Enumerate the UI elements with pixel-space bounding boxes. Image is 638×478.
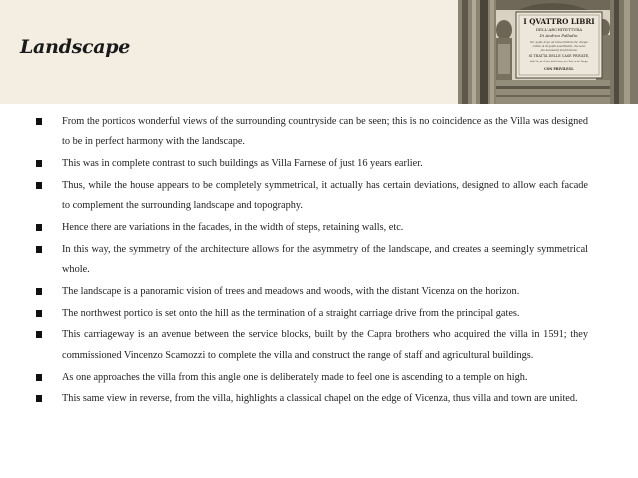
square-bullet-icon	[36, 288, 42, 295]
list-item: From the porticos wonderful views of the surrounding countryside can be seen; this is no coincidence as the Villa was designed to be in perfect harmony with the landscape.	[36, 112, 588, 153]
frontispiece-line-4: Ne' quali, dopo un breve trattato de' cinque	[530, 41, 588, 44]
frontispiece-line-3: Di Andrea Palladio.	[539, 33, 579, 38]
list-item: As one approaches the villa from this angle one is deliberately made to feel one is ascending to a temple on high.	[36, 368, 588, 388]
frontispiece-line-8: delle Vie, de i Ponti, delle Piazze, de i Xisti, et de' Tempij.	[529, 61, 589, 63]
list-item: This same view in reverse, from the villa, highlights a classical chapel on the edge of Vicenza, thus villa and town are united.	[36, 389, 588, 409]
frontispiece-line-5: ordini, & di quelli auertimenti, che sono	[532, 45, 586, 48]
list-item: This was in complete contrast to such buildings as Villa Farnese of just 16 years earlier.	[36, 154, 588, 174]
list-item: Thus, while the house appears to be completely symmetrical, it actually has certain deviations, designed to allow each facade to complement the surrounding landscape and topography.	[36, 176, 588, 217]
square-bullet-icon	[36, 224, 42, 231]
frontispiece-line-7: SI TRATTA DELLE CASE PRIVATE,	[528, 54, 590, 58]
square-bullet-icon	[36, 160, 42, 167]
square-bullet-icon	[36, 246, 42, 253]
list-item: The landscape is a panoramic vision of trees and meadows and woods, with the distant Vicenza on the horizon.	[36, 282, 588, 302]
book-frontispiece-image	[458, 0, 638, 104]
frontispiece-line-1: I QVATTRO LIBRI	[523, 17, 595, 26]
list-item: The northwest portico is set onto the hill as the termination of a straight carriage drive from the principal gates.	[36, 304, 588, 324]
list-item: In this way, the symmetry of the architecture allows for the asymmetry of the landscape, and creates a seemingly symmetrical whole.	[36, 240, 588, 281]
frontispiece-line-9: CON PRIVILEGI.	[544, 67, 574, 71]
list-item: Hence there are variations in the facades, in the width of steps, retaining walls, etc.	[36, 218, 588, 238]
square-bullet-icon	[36, 395, 42, 402]
slide-title: Landscape	[20, 36, 131, 58]
square-bullet-icon	[36, 374, 42, 381]
square-bullet-icon	[36, 118, 42, 125]
frontispiece-line-2: DELL'ARCHITETTVRA	[535, 27, 583, 32]
frontispiece-line-6: piu necessarij nel fabricare;	[540, 49, 578, 52]
square-bullet-icon	[36, 182, 42, 189]
square-bullet-icon	[36, 331, 42, 338]
bullet-list	[36, 112, 588, 411]
list-item: This carriageway is an avenue between the service blocks, built by the Capra brothers who acquired the villa in 1591; they commissioned Vincenzo Scamozzi to complete the villa and construct the range of staff and agricultural buildings.	[36, 325, 588, 366]
square-bullet-icon	[36, 310, 42, 317]
